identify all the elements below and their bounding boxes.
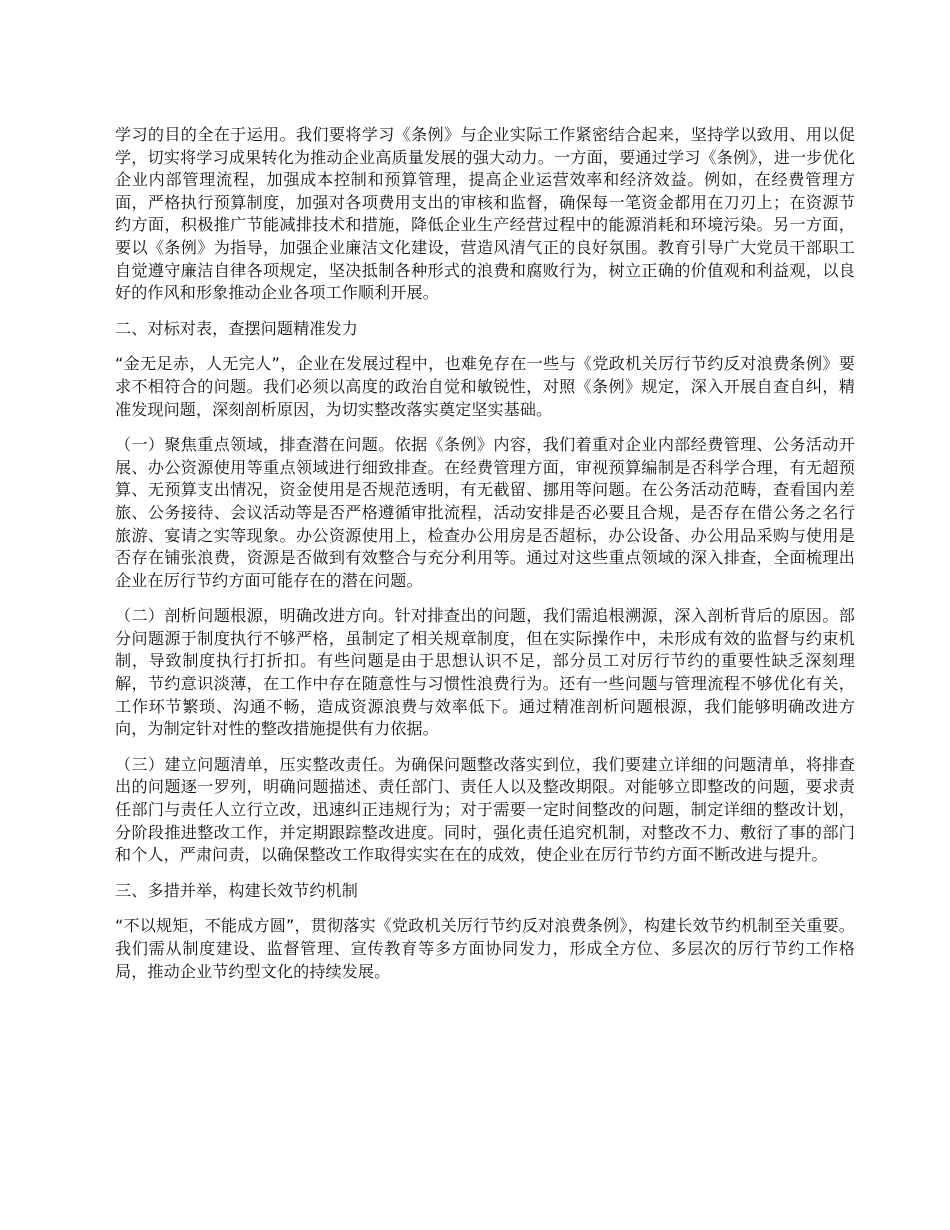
paragraph-long-term-mechanism: “不以规矩，不能成方圆”，贯彻落实《党政机关厉行节约反对浪费条例》，构建长效节约机制至关重要。我们需从制度建设、监督管理、宣传教育等多方面协同发力，形成全方位、多层次的厉行节约工作格局，推动企业节约型文化的持续发展。 <box>115 916 855 981</box>
paragraph-root-causes: （二）剖析问题根源，明确改进方向。针对排查出的问题，我们需追根溯源，深入剖析背后的原因。部分问题源于制度执行不够严格，虽制定了相关规章制度，但在实际操作中，未形成有效的监督与约束机制，导致制度执行打折扣。有些问题是由于思想认识不足，部分员工对厉行节约的重要性缺乏深刻理解，节约意识淡薄，在工作中存在随意性与习惯性浪费行为。还有一些问题与管理流程不够优化有关，工作环节繁琐、沟通不畅，造成资源浪费与效率低下。通过精准剖析问题根源，我们能够明确改进方向，为制定针对性的整改措施提供有力依据。 <box>115 606 855 739</box>
paragraph-problem-list: （三）建立问题清单，压实整改责任。为确保问题整改落实到位，我们要建立详细的问题清单，将排查出的问题逐一罗列，明确问题描述、责任部门、责任人以及整改期限。对能够立即整改的问题，要求责任部门与责任人立行立改，迅速纠正违规行为；对于需要一定时间整改的问题，制定详细的整改计划，分阶段推进整改工作，并定期跟踪整改进度。同时，强化责任追究机制，对整改不力、敷衍了事的部门和个人，严肃问责，以确保整改工作取得实实在在的成效，使企业在厉行节约方面不断改进与提升。 <box>115 754 855 865</box>
section-heading-two: 二、对标对表，查摆问题精准发力 <box>115 318 358 338</box>
document-page <box>115 124 855 996</box>
paragraph-study-application: 学习的目的全在于运用。我们要将学习《条例》与企业实际工作紧密结合起来，坚持学以致用、用以促学，切实将学习成果转化为推动企业高质量发展的强大动力。一方面，要通过学习《条例》，进一步优化企业内部管理流程，加强成本控制和预算管理，提高企业运营效率和经济效益。例如，在经费管理方面，严格执行预算制度，加强对各项费用支出的审核和监督，确保每一笔资金都用在刀刃上；在资源节约方面，积极推广节能减排技术和措施，降低企业生产经营过程中的能源消耗和环境污染。另一方面，要以《条例》为指导，加强企业廉洁文化建设，营造风清气正的良好氛围。教育引导广大党员干部职工自觉遵守廉洁自律各项规定，坚决抵制各种形式的浪费和腐败行为，树立正确的价值观和利益观，以良好的作风和形象推动企业各项工作顺利开展。 <box>115 125 855 303</box>
paragraph-self-inspection: “金无足赤，人无完人”，企业在发展过程中，也难免存在一些与《党政机关厉行节约反对浪费条例》要求不相符合的问题。我们必须以高度的政治自觉和敏锐性，对照《条例》规定，深入开展自查自纠，精准发现问题，深刻剖析原因，为切实整改落实奠定坚实基础。 <box>115 354 855 419</box>
section-heading-three: 三、多措并举，构建长效节约机制 <box>115 880 358 900</box>
paragraph-key-areas: （一）聚焦重点领域，排查潜在问题。依据《条例》内容，我们着重对企业内部经费管理、公务活动开展、办公资源使用等重点领域进行细致排查。在经费管理方面，审视预算编制是否科学合理，有无超预算、无预算支出情况，资金使用是否规范透明，有无截留、挪用等问题。在公务活动范畴，查看国内差旅、公务接待、会议活动等是否严格遵循审批流程，活动安排是否必要且合规，是否存在借公务之名行旅游、宴请之实等现象。办公资源使用上，检查办公用房是否超标，办公设备、办公用品采购与使用是否存在铺张浪费，资源是否做到有效整合与充分利用等。通过对这些重点领域的深入排查，全面梳理出企业在厉行节约方面可能存在的潜在问题。 <box>115 435 855 590</box>
